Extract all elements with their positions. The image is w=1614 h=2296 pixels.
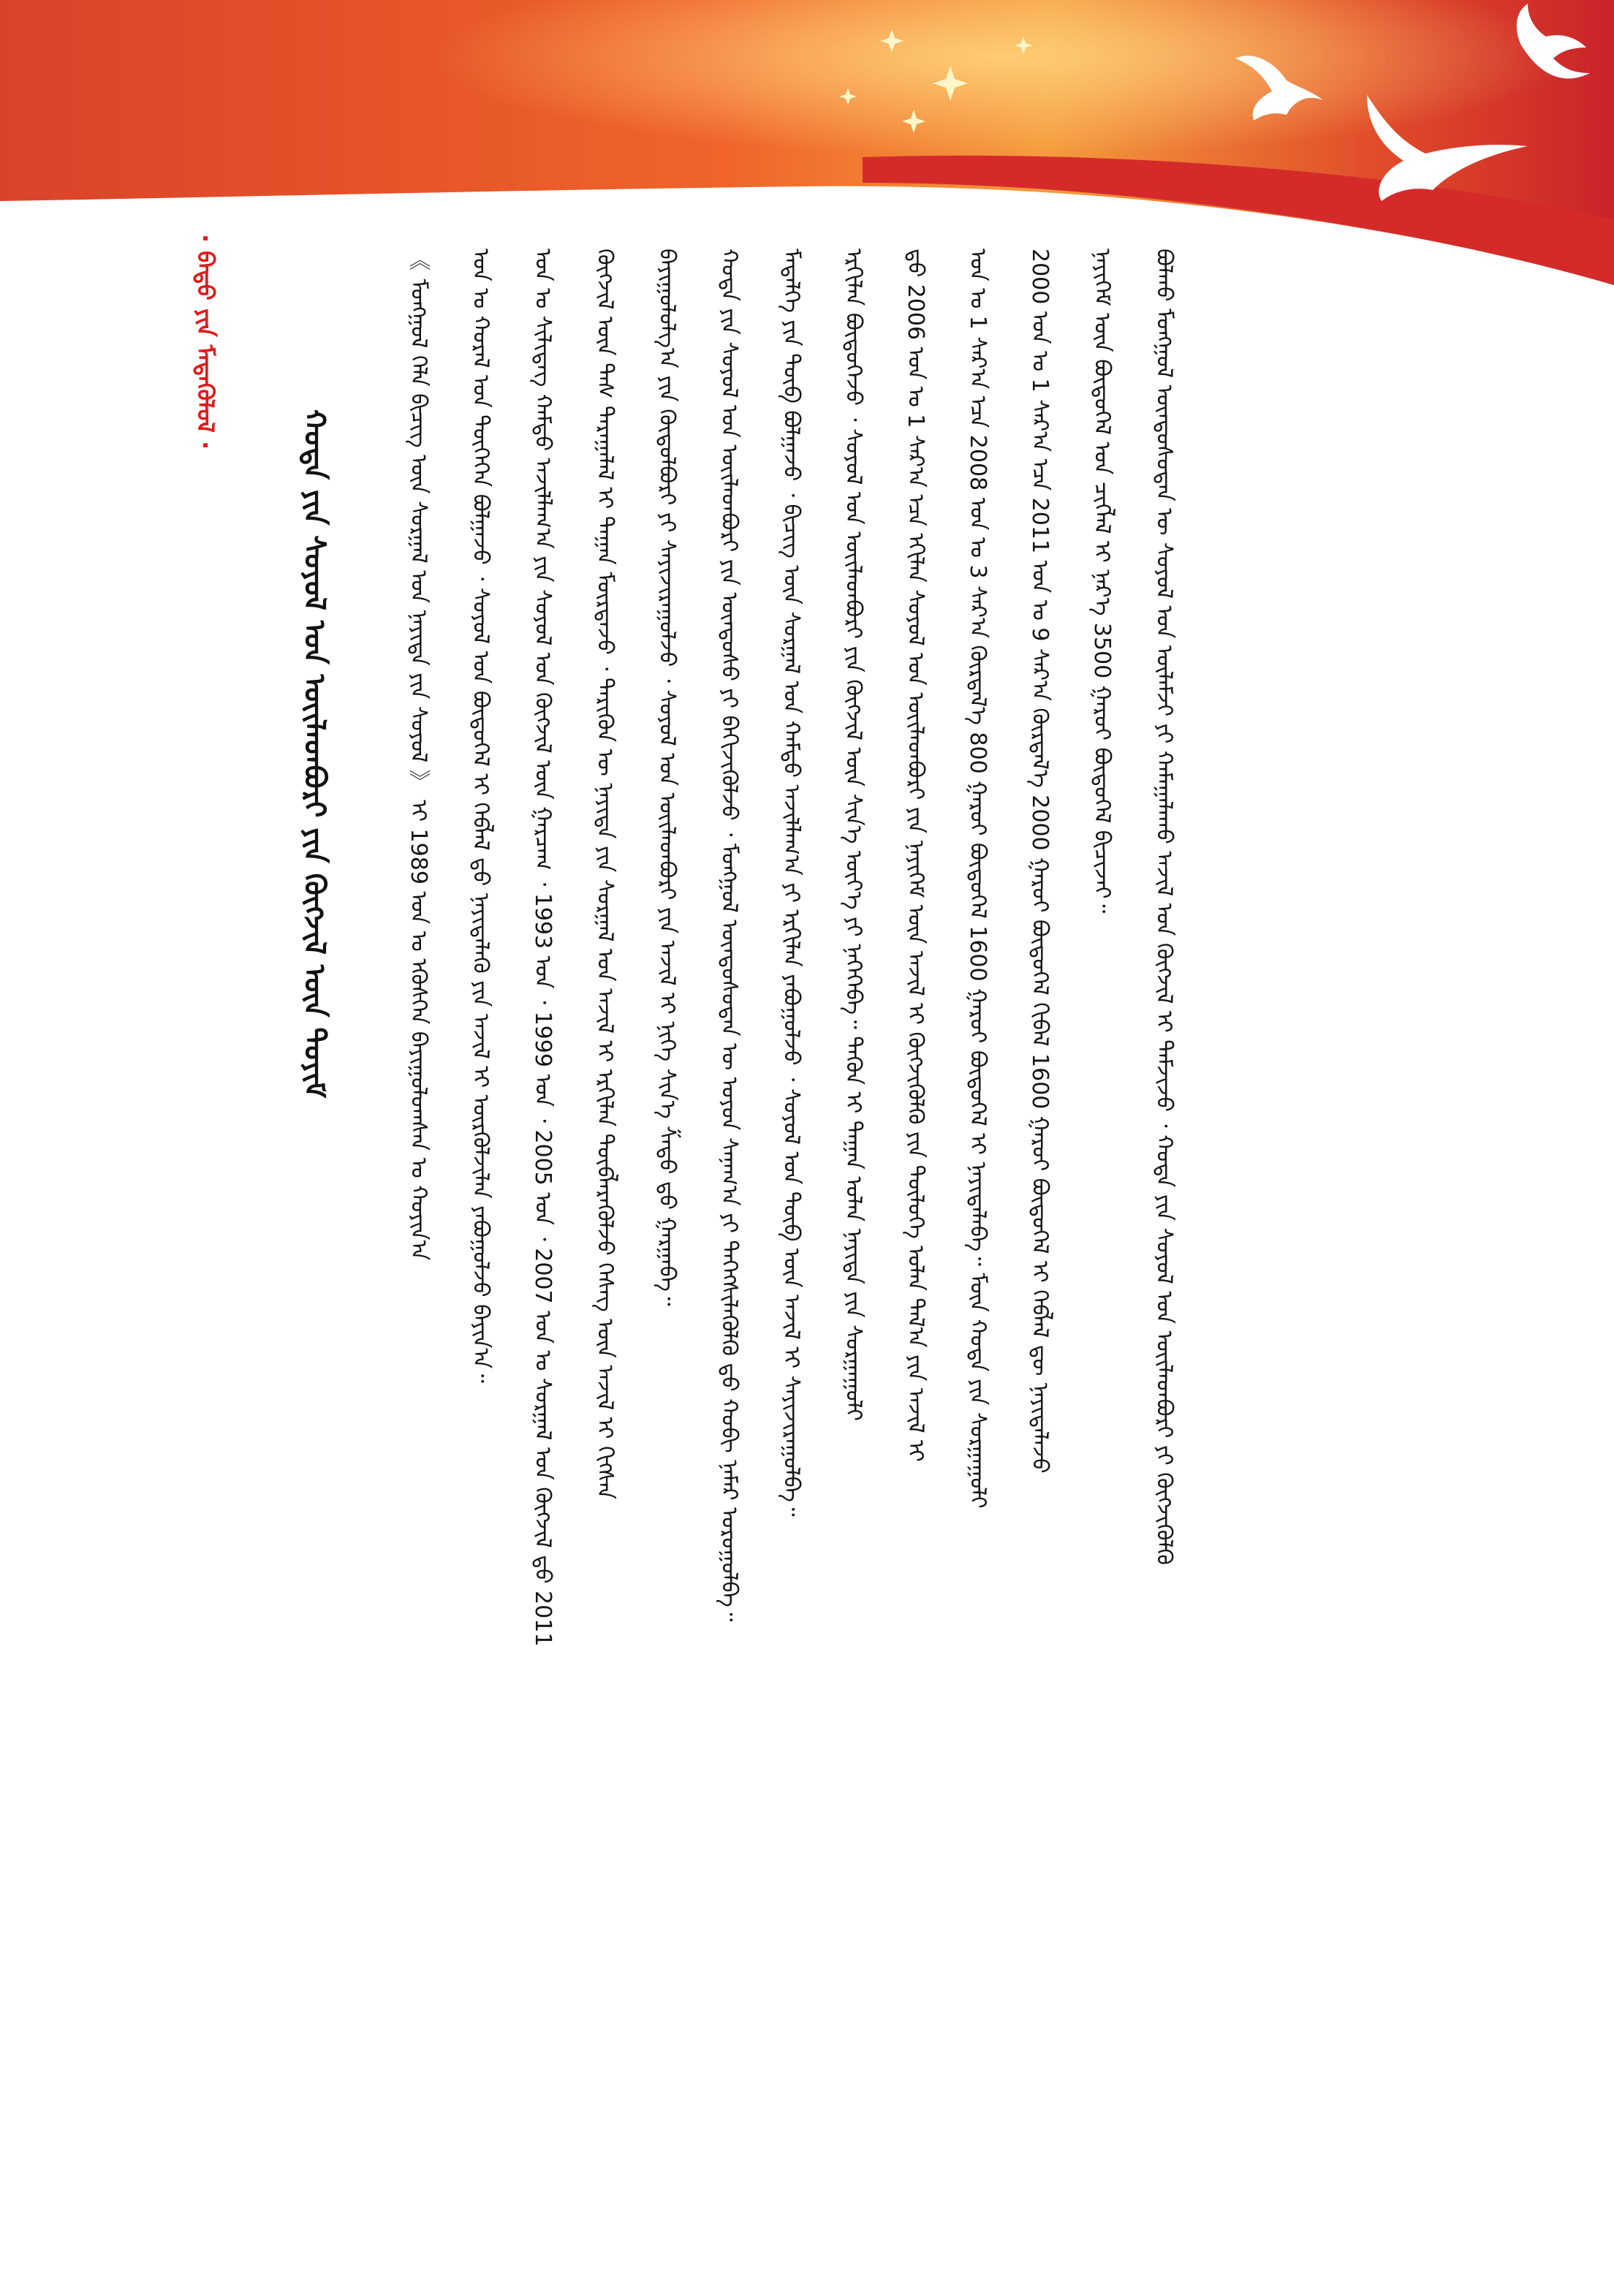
text-column: ᠬᠥᠭᠵᠢᠯ ᠦᠨ ᠳᠡᠰ ᠳᠠᠷᠠᠭᠠᠯᠠᠯ ᠢ ᠳᠠᠭᠠᠨ ᠮᠥᠷᠳᠡᠵᠦ ᠂ ᠲᠡᠷᠢᠭᠦᠨ ᠦ ᠨᠡᠶᠢᠲᠡ ᠶᠢᠨ ᠰᠤᠷᠭᠠᠯ ᠤᠨ ᠠᠵᠢᠯ ᠢ ᠡᠷᠬᠢᠯᠡᠨ ᠲᠥᠪᠯᠡᠷᠡᠭᠦᠯᠵᠦ ᠬᠡᠰᠡᠭ ᠦᠨ ᠠᠵᠢᠯ ᠢ ᠬᠢᠭᠰᠡᠨ: [592, 249, 618, 1500]
text-column: ᠣᠨ ᠤ 1 ᠰᠠᠷ᠎ᠠ ᠡᠴᠡ 2008 ᠣᠨ ᠤ 3 ᠰᠠᠷ᠎ᠠ ᠬᠦᠷᠲᠡᠯ᠎ᠡ 800 ᠭᠠᠷᠤᠢ ᠪᠦᠲᠦᠭᠡᠯ 1600 ᠭᠠᠷᠤᠢ ᠪᠦᠲᠦᠭᠡᠯ ᠢ ᠨᠡᠶᠢᠲᠡᠯᠡᠪᠡ᠃ ᠮᠥᠨ ᠬᠣᠲᠠ ᠶᠢᠨ ᠰᠤᠷᠭᠠᠭᠤᠯᠢ: [965, 249, 990, 1509]
text-column: ᠣᠨ ᠤ ᠬᠤᠷᠠᠯ ᠤᠨ ᠲᠥᠭᠡᠭᠡᠨ ᠪᠣᠯᠭᠠᠵᠤ ᠂ ᠰᠣᠶᠣᠯ ᠤᠨ ᠪᠦᠲᠦᠭᠡᠯ ᠢ ᠬᠡᠪᠯᠡᠯ ᠳ᠋ᠦ ᠨᠡᠶᠢᠲᠡᠯᠡᠬᠦ ᠶᠢᠨ ᠠᠵᠢᠯ ᠢ ᠦᠷᠭᠦᠯᠵᠢᠯᠡᠨ ᠶᠠᠪᠤᠭᠤᠯᠵᠤ ᠪᠠᠶᠢᠨ᠎ᠠ᠃: [468, 249, 493, 1384]
text-column: ᠪᠣᠯᠬᠤ ᠮᠣᠩᠭᠣᠯ ᠦᠨᠳᠦᠰᠦᠲᠡᠨ ᠦ ᠰᠣᠶᠣᠯ ᠤᠨ ᠦᠯᠡᠮᠵᠢ ᠶᠢ ᠬᠠᠮᠠᠭᠠᠯᠠᠬᠤ ᠠᠵᠢᠯ ᠤᠨ ᠬᠥᠭᠵᠢᠯ ᠢ ᠳᠡᠮᠵᠢᠵᠦ ᠂ ᠬᠣᠲᠠ ᠶᠢᠨ ᠰᠣᠶᠣᠯ ᠤᠨ ᠦᠢᠯᠡᠳᠪᠦᠷᠢ ᠶᠢ ᠬᠥᠭᠵᠢᠭᠦᠯᠬᠦ: [1151, 249, 1177, 1565]
text-column: ᠨᠡᠶᠢᠭᠡᠮ ᠦᠨ ᠪᠦᠲᠦᠭᠡᠯ ᠤᠨ ᠴᠢᠭᠯᠡᠯ ᠢ ᠨᠡᠷ᠎ᠡ 3500 ᠭᠠᠷᠤᠢ ᠪᠦᠲᠦᠭᠡᠯ ᠪᠢᠴᠢᠵᠡᠢ᠃: [1089, 249, 1115, 914]
text-column: ᠬᠣᠲᠠ ᠶᠢᠨ ᠰᠣᠶᠣᠯ ᠤᠨ ᠦᠢᠯᠡᠳᠪᠦᠷᠢ ᠶᠢᠨ ᠦᠨᠳᠦᠰᠦ ᠶᠢ ᠪᠡᠬᠢᠵᠢᠭᠦᠯᠵᠦ ᠂ ᠮᠣᠩᠭᠣᠯ ᠦᠨᠳᠦᠰᠦᠲᠡᠨ ᠦ ᠣᠶᠤᠨ ᠰᠠᠨᠠᠭ᠎ᠠ ᠶᠢ ᠳᠡᠭᠡᠭᠰᠢᠯᠡᠭᠦᠯᠬᠦ ᠳ᠋ᠦ ᠬᠤᠪᠢ ᠨᠡᠮᠡᠷ ᠣᠷᠣᠭᠤᠯᠪᠠ᠃: [716, 249, 742, 1622]
text-column: 2000 ᠣᠨ ᠤ 1 ᠰᠠᠷ᠎ᠠ ᠡᠴᠡ 2011 ᠣᠨ ᠤ 9 ᠰᠠᠷ᠎ᠠ ᠬᠦᠷᠲᠡᠯ᠎ᠡ 2000 ᠭᠠᠷᠤᠢ ᠪᠦᠲᠦᠭᠡᠯ ᠬᠢᠪᠡᠯ 1600 ᠭᠠᠷᠤᠢ ᠪᠦᠲᠦᠭᠡᠯ ᠢ ᠬᠡᠪᠯᠡᠯ ᠳᠦ ᠨᠡᠶᠢᠲᠡᠯᠡᠵᠦ: [1027, 249, 1053, 1474]
article-page: [0, 190, 1614, 2296]
article-byline: · ᠪᠠᠲᠤ ᠶᠢᠨ ᠮᠡᠳᠡᠭᠦᠯᠦᠯ ·: [192, 234, 219, 450]
text-column: ᠪᠠᠶᠢᠭᠤᠯᠤᠯᠭ᠎ᠠ ᠶᠢᠨ ᠬᠥᠲᠦᠯᠪᠦᠷᠢ ᠶᠢ ᠰᠠᠶᠢᠵᠢᠷᠠᠭᠤᠯᠵᠤ ᠂ ᠰᠣᠶᠣᠯ ᠤᠨ ᠦᠢᠯᠡᠳᠪᠦᠷᠢ ᠶᠢᠨ ᠠᠵᠢᠯ ᠢ ᠨᠢᠭᠡ ᠰᠢᠨ᠎ᠡ ᠱᠠᠲᠤ ᠳ᠋ᠤ ᠭᠠᠷᠭᠠᠪᠠ᠃: [654, 249, 680, 1306]
text-column: ᠣᠨ ᠤ ᠰᠢᠯᠢᠳᠡᠭ ᠬᠠᠮᠲᠤ ᠠᠵᠢᠯᠯᠠᠭ᠎ᠠ ᠶᠢᠨ ᠰᠣᠶᠣᠯ ᠤᠨ ᠬᠥᠭᠵᠢᠯ ᠦᠨ ᠭᠠᠷᠴᠠᠭ ᠂ 1993 ᠣᠨ ᠂ 1999 ᠣᠨ ᠂ 2005 ᠣᠨ ᠂ 2007 ᠣᠨ ᠤ ᠰᠤᠷᠭᠠᠯ ᠤᠨ ᠬᠥᠭᠵᠢᠯ ᠳ᠋ᠦ 2011: [530, 249, 556, 1647]
text-column: 《 ᠮᠣᠩᠭᠣᠯ ᠬᠡᠯᠡ ᠪᠢᠴᠢᠭ᠌ ᠦᠨ ᠰᠤᠷᠭᠠᠯ ᠤᠨ ᠨᠡᠶᠢᠲᠡ ᠶᠢᠨ ᠰᠣᠶᠣᠯ 》 ᠢ 1989 ᠣᠨ ᠤ ᠡᠭᠦᠰᠭᠡᠨ ᠪᠠᠶᠢᠭᠤᠯᠤᠭᠰᠠᠨ ᠤ ᠬᠣᠶᠢᠨ᠎ᠠ: [406, 249, 431, 1261]
article-title: ᠬᠣᠲᠠ ᠶᠢᠨ ᠰᠣᠶᠣᠯ ᠤᠨ ᠦᠢᠯᠡᠳᠪᠦᠷᠢ ᠶᠢᠨ ᠬᠥᠭᠵᠢᠯ ᠦᠨ ᠲᠣᠶᠢᠮ: [298, 409, 331, 1099]
text-column: ᠮᠡᠳᠡᠯᠭᠡ ᠶᠢᠨ ᠲᠦᠪ ᠪᠣᠯᠭᠠᠵᠤ ᠂ ᠪᠢᠴᠢᠭ᠌ ᠦᠨ ᠰᠤᠷᠭᠠᠯ ᠤᠨ ᠬᠠᠮᠲᠤ ᠠᠵᠢᠯᠯᠠᠭ᠎ᠠ ᠶᠢ ᠡᠷᠬᠢᠯᠡᠨ ᠶᠠᠪᠤᠭᠤᠯᠵᠤ ᠂ ᠰᠣᠶᠣᠯ ᠤᠨ ᠲᠥᠪ ᠦᠨ ᠠᠵᠢᠯ ᠢ ᠰᠠᠶᠢᠵᠢᠷᠠᠭᠤᠯᠪᠠ᠃: [778, 249, 804, 1517]
text-column: ᠳ᠋ᠤ 2006 ᠣᠨ ᠤ 1 ᠰᠠᠷ᠎ᠠ ᠡᠴᠡ ᠡᠬᠢᠯᠡᠨ ᠰᠣᠶᠣᠯ ᠤᠨ ᠦᠢᠯᠡᠳᠪᠦᠷᠢ ᠶᠢᠨ ᠨᠡᠶᠢᠭᠡᠮ ᠦᠨ ᠠᠵᠢᠯ ᠢ ᠬᠥᠭᠵᠢᠭᠦᠯᠬᠦ ᠶᠢᠨ ᠲᠥᠯᠦᠭᠡ ᠣᠯᠠᠨ ᠲᠠᠯ᠎ᠠ ᠶᠢᠨ ᠠᠵᠢᠯ ᠢ: [903, 249, 928, 1462]
text-column: ᠡᠷᠬᠢᠯᠡᠨ ᠪᠦᠲᠦᠭᠡᠵᠦ ᠂ ᠰᠣᠶᠣᠯ ᠤᠨ ᠦᠢᠯᠡᠳᠪᠦᠷᠢ ᠶᠢᠨ ᠬᠥᠭᠵᠢᠯ ᠦᠨ ᠰᠢᠨ᠎ᠡ ᠦᠶ᠎ᠡ ᠶᠢ ᠨᠡᠭᠡᠭᠡᠪᠡ᠃ ᠲᠡᠭᠦᠨ ᠢ ᠳᠠᠭᠠᠨ ᠣᠯᠠᠨ ᠨᠡᠶᠢᠲᠡ ᠶᠢᠨ ᠰᠤᠷᠭᠠᠭᠤᠯᠢ: [841, 249, 866, 1421]
